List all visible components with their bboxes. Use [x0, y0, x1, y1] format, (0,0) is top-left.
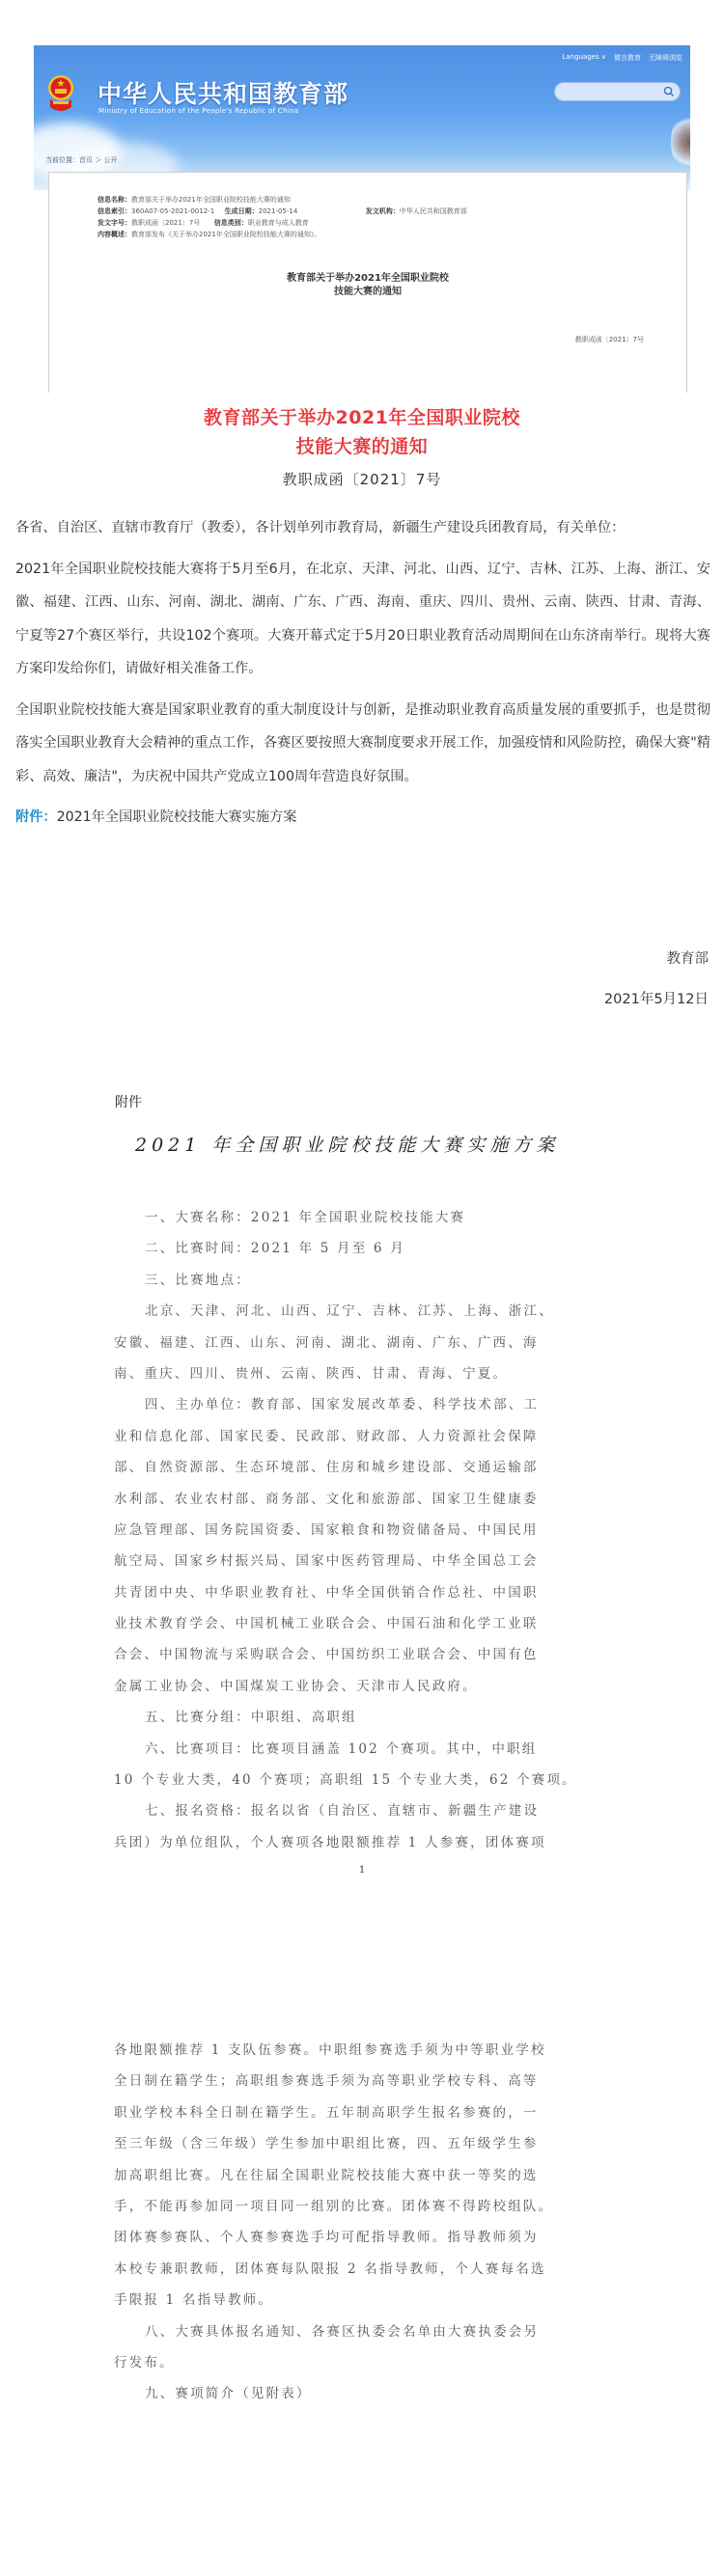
info-title-line-2: 技能大赛的通知	[334, 287, 402, 297]
document-line: 九、赛项简介（见附表）	[145, 2386, 312, 2402]
paragraph-competition-info: 2021年全国职业院校技能大赛将于5月至6月，在北京、天津、河北、山西、辽宁、吉林、江苏、上海、浙江、安徽、福建、江西、山东、河南、湖北、湖南、广东、广西、海南、重庆、四川、贵州、云南、陕西、甘肃、青海、宁夏等27个赛区举行，共设102个赛项。大赛开幕式定于5月20日职业教育活动周期间在山东济南举行。现将大赛方案印发给你们，请做好相关准备工作。	[15, 561, 710, 676]
info-date-value: 2021-05-14	[258, 207, 298, 215]
attachment-label: 附件：	[15, 809, 57, 825]
document-line: 全日制在籍学生；高职组参赛选手须为高等职业学校专科、高等	[114, 2073, 539, 2090]
attachment-page-1	[114, 1202, 577, 1858]
document-line: 至三年级（含三年级）学生参加中职组比赛，四、五年级学生参	[114, 2136, 539, 2152]
document-line: 手限报 1 名指导教师。	[114, 2292, 274, 2309]
document-line: 合会、中国物流与采购联合会、中国纺织工业联合会、中国有色	[114, 1647, 539, 1663]
document-line: 兵团）为单位组队，个人赛项各地限额推荐 1 人参赛，团体赛项	[114, 1834, 546, 1850]
breadcrumb[interactable]: 当前位置：首页 ＞ 公开	[45, 156, 118, 164]
info-row-docno	[97, 217, 467, 229]
national-emblem-icon	[47, 72, 74, 115]
document-line: 业技术教育学会、中国机械工业联合会、中国石油和化学工业联	[114, 1616, 539, 1632]
document-line: 应急管理部、国务院国资委、国家粮食和物资储备局、中国民用	[114, 1521, 539, 1538]
document-line: 五、比赛分组：中职组、高职组	[145, 1710, 357, 1726]
document-line: 四、主办单位：教育部、国家发展改革委、科学技术部、工	[145, 1397, 540, 1413]
info-row-name	[97, 194, 467, 206]
dandelion-decoration	[671, 113, 690, 171]
paragraph-significance: 全国职业院校技能大赛是国家职业教育的重大制度设计与创新，是推动职业教育高质量发展的重要抓手，也是贯彻落实全国职业教育大会精神的重点工作，各赛区要按照大赛制度要求开展工作，加强疫情和风险防控，确保大赛"精彩、高效、廉洁"，为庆祝中国共产党成立100周年营造良好氛围。	[15, 701, 710, 784]
info-row-index	[97, 206, 467, 217]
info-category-label: 信息类别：	[213, 219, 248, 227]
document-line: 各地限额推荐 1 支队伍参赛。中职组参赛选手须为中等职业学校	[114, 2042, 546, 2058]
document-line: 共青团中央、中华职业教育社、中华全国供销合作总社、中国职	[114, 1584, 539, 1601]
document-line: 行发布。	[114, 2354, 175, 2370]
site-name[interactable]: 中华人民共和国教育部	[97, 80, 349, 108]
info-name-value: 教育部关于举办2021年全国职业院校技能大赛的通知	[131, 196, 291, 204]
document-line: 加高职组比赛。凡在往届全国职业院校技能大赛中获一等奖的选	[114, 2167, 539, 2183]
document-line: 北京、天津、河北、山西、辽宁、吉林、江苏、上海、浙江、	[145, 1303, 554, 1320]
languages-link[interactable]: Languages ∨	[562, 53, 606, 61]
info-docno-label: 发文字号：	[97, 219, 131, 227]
info-summary-label: 内容概述：	[97, 231, 131, 238]
document-line: 水利部、农业农村部、商务部、文化和旅游部、国家卫生健康委	[114, 1491, 539, 1507]
document-line: 团体赛参赛队、个人赛参赛选手均可配指导教师。指导教师须为	[114, 2230, 539, 2246]
search-input[interactable]	[554, 82, 681, 101]
signer: 教育部	[666, 951, 709, 967]
document-line: 部、自然资源部、生态环境部、住房和城乡建设部、交通运输部	[114, 1460, 539, 1476]
document-number: 教职成函〔2021〕7号	[282, 471, 442, 488]
attachment-link[interactable]: 2021年全国职业院校技能大赛实施方案	[56, 809, 297, 825]
info-box	[48, 172, 687, 393]
sign-date: 2021年5月12日	[603, 992, 709, 1007]
info-date-label: 生成日期：	[224, 207, 259, 215]
document-line: 10 个专业大类，40 个赛项；高职组 15 个专业大类，62 个赛项。	[114, 1772, 577, 1789]
document-line: 金属工业协会、中国煤炭工业协会、天津市人民政府。	[114, 1678, 478, 1694]
article-title-line-1: 教育部关于举办2021年全国职业院校	[204, 407, 520, 428]
document-line: 航空局、国家乡村振兴局、国家中医药管理局、中华全国总工会	[114, 1553, 539, 1570]
info-org-value: 中华人民共和国教育部	[399, 207, 467, 215]
info-name-label: 信息名称：	[97, 196, 131, 204]
document-line: 一、大赛名称：2021 年全国职业院校技能大赛	[145, 1210, 466, 1225]
document-line: 八、大赛具体报名通知、各赛区执委会名单由大赛执委会另	[145, 2323, 540, 2340]
info-index-label: 信息索引：	[97, 207, 131, 215]
info-grid	[97, 194, 467, 240]
info-row-summary	[97, 229, 467, 240]
article-body	[15, 511, 710, 835]
article-title-line-2: 技能大赛的通知	[295, 436, 429, 457]
info-document-title	[49, 272, 686, 299]
info-title-line-1: 教育部关于举办2021年全国职业院校	[287, 273, 449, 284]
site-banner	[34, 45, 690, 190]
document-line: 三、比赛地点：	[145, 1272, 251, 1288]
info-summary-value: 教育部发布《关于举办2021年全国职业院校技能大赛的通知》。	[131, 231, 321, 238]
document-line: 手，不能再参加同一项目同一组别的比赛。团体赛不得跨校组队。	[114, 2198, 554, 2214]
site-name-en: Ministry of Education of the People's Republic of China	[98, 107, 299, 115]
info-org-label: 发文机构：	[365, 207, 400, 215]
attachment-line	[15, 801, 710, 835]
info-index-value: 360A07-05-2021-0012-1	[131, 207, 215, 215]
document-line: 本校专兼职教师，团体赛每队限报 2 名指导教师，个人赛每名选	[114, 2261, 546, 2277]
top-links	[562, 53, 682, 63]
paragraph-addressees: 各省、自治区、直辖市教育厅（教委），各计划单列市教育局，新疆生产建设兵团教育局，有关单位：	[15, 520, 626, 535]
document-line: 职业学校本科全日制在籍学生。五年制高职学生报名参赛的，一	[114, 2104, 539, 2121]
info-docno: 教职成函〔2021〕7号	[574, 336, 644, 343]
weiyan-jiaoyu-link[interactable]: 微言教育	[614, 54, 641, 62]
document-line: 安徽、福建、江西、山东、河南、湖北、湖南、广东、广西、海	[114, 1334, 539, 1351]
info-category-value: 职业教育与成人教育	[247, 219, 309, 227]
attachment-doc-title: 2021 年全国职业院校技能大赛实施方案	[135, 1135, 560, 1156]
info-docno-value: 教职成函〔2021〕7号	[131, 219, 201, 227]
page-number: 1	[358, 1865, 366, 1876]
moe-site-screenshot	[34, 45, 690, 393]
attachment-doc-label: 附件	[115, 1095, 142, 1110]
document-line: 二、比赛时间：2021 年 5 月至 6 月	[145, 1241, 405, 1257]
attachment-page-2	[114, 2035, 577, 2410]
accessibility-link[interactable]: 无障碍浏览	[649, 54, 682, 62]
document-line: 业和信息化部、国家民委、民政部、财政部、人力资源社会保障	[114, 1428, 539, 1444]
article-title	[0, 403, 724, 461]
document-line: 南、重庆、四川、贵州、云南、陕西、甘肃、青海、宁夏。	[114, 1365, 509, 1382]
search-icon[interactable]	[663, 86, 675, 97]
document-line: 六、比赛项目：比赛项目涵盖 102 个赛项。其中，中职组	[145, 1740, 538, 1757]
document-line: 七、报名资格：报名以省（自治区、直辖市、新疆生产建设	[145, 1803, 540, 1820]
